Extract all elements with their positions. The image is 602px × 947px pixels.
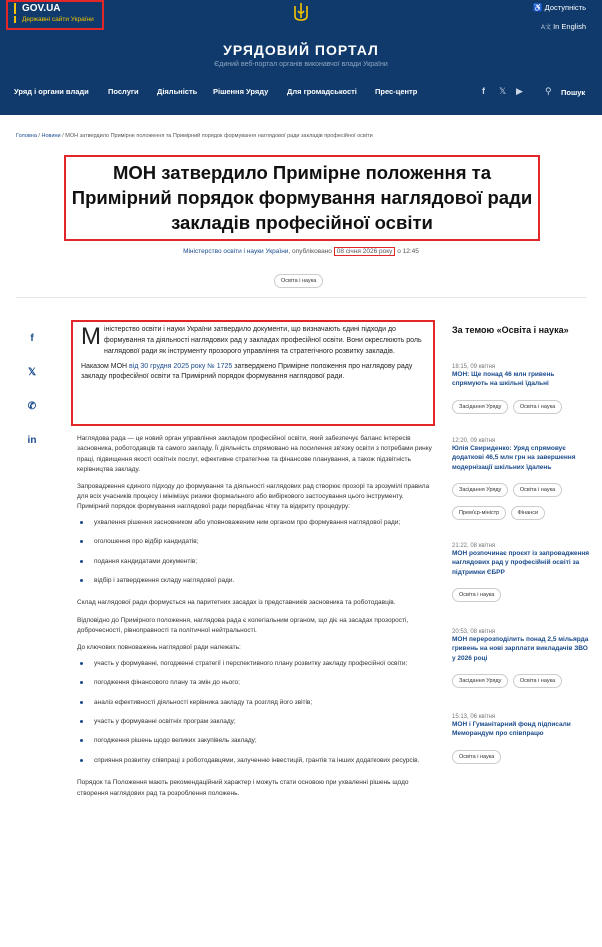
site-subtitle: Єдиний веб-портал органів виконавчої влади України (214, 61, 388, 68)
related-tag[interactable]: Освіта і наука (452, 588, 501, 602)
related-title: За темою «Освіта і наука» (452, 325, 569, 335)
youtube-icon[interactable]: ▶ (516, 86, 523, 96)
gov-ua-subtitle: Державні сайти України (14, 16, 102, 23)
search-icon[interactable]: ⚲ (545, 86, 552, 96)
share-facebook-icon[interactable]: f (30, 333, 34, 344)
published-label: , опубліковано (288, 248, 332, 255)
trident-logo-icon[interactable] (292, 2, 310, 24)
related-link[interactable]: МОН і Гуманітарний фонд підписали Меморандум про співпрацю (452, 721, 571, 738)
related-heading (452, 324, 592, 337)
order-link[interactable]: від 30 грудня 2025 року № 1725 (129, 362, 233, 370)
author-link[interactable]: Міністерство освіти і науки України (183, 248, 289, 255)
paragraph: Відповідно до Примірного положення, наглядова рада є колегіальним органом, що діє на засадах прозорості, доброчесності, рівноправності та політичної нейтральності. (77, 616, 409, 635)
list-item: погодження фінансового плану та змін до нього; (77, 678, 433, 688)
related-item[interactable] (452, 438, 592, 520)
nav-activity[interactable]: Діяльність (157, 87, 198, 96)
share-viber-icon[interactable]: ✆ (27, 401, 37, 412)
nav-decisions[interactable]: Рішення Уряду (213, 87, 269, 96)
list-item: погодження рішень щодо великих закупівель закладу; (77, 736, 433, 746)
related-link[interactable]: Юлія Свириденко: Уряд спрямовує додаткові 46,5 млн грн на завершення модернізації шкільних їдалень (452, 445, 576, 471)
list-item: відбір і затвердження складу наглядової ради. (77, 576, 433, 586)
related-tag[interactable]: Освіта і наука (513, 400, 562, 414)
related-tag[interactable]: Прем'єр-міністр (452, 506, 506, 520)
main-nav (0, 87, 602, 101)
nav-services[interactable]: Послуги (108, 87, 139, 96)
drop-cap: М (81, 323, 101, 350)
accessibility-link[interactable]: ♿ Доступність (533, 3, 586, 12)
share-linkedin-icon[interactable]: in (27, 435, 37, 446)
list-item: подання кандидатами документів; (77, 557, 433, 567)
search-label[interactable]: Пошук (561, 88, 586, 97)
list-item: сприяння розвитку співпраці з роботодавцями, залученню інвестицій, грантів та інших додаткових ресурсів. (77, 756, 433, 766)
language-label: In English (553, 22, 586, 31)
related-link[interactable]: МОН перерозподілить понад 2,5 мільярда гривень на нові зарплати викладачів ЗВО у 2026 році (452, 636, 589, 662)
list-item: участь у формуванні, погодженні стратегії і перспективного плану розвитку закладу професійної освіти; (77, 659, 433, 669)
related-date: 18:15, 09 квітня (452, 364, 496, 370)
breadcrumb: Головна / Новини / МОН затвердило Примірне положення та Примірний порядок формування наглядової ради закладів професійної освіти (16, 133, 373, 139)
article-lead (71, 320, 435, 426)
related-item[interactable] (452, 629, 592, 688)
gov-ua-link[interactable] (6, 0, 104, 30)
paragraph: До ключових повноважень наглядової ради належать: (77, 644, 241, 652)
lead-order-text: затверджено Примірне положення про наглядову раду закладу професійної освіти та Примірний порядок формування наглядової ради. (81, 362, 413, 381)
gov-ua-title: GOV.UA (14, 3, 102, 14)
site-header (0, 0, 602, 115)
related-date: 12:20, 09 квітня (452, 438, 496, 444)
article-tag[interactable]: Освіта і наука (274, 274, 323, 288)
nav-press[interactable]: Прес-центр (375, 87, 418, 96)
related-item[interactable] (452, 364, 592, 414)
related-tag[interactable]: Освіта і наука (513, 483, 562, 497)
facebook-icon[interactable]: f (482, 86, 485, 96)
share-x-icon[interactable]: 𝕏 (27, 367, 37, 378)
breadcrumb-current: МОН затвердило Примірне положення та Примірний порядок формування наглядової ради закладів професійної освіти (65, 133, 373, 139)
related-link[interactable]: МОН: Ще понад 46 млн гривень спрямують на шкільні їдальні (452, 371, 555, 388)
x-icon[interactable]: 𝕏 (499, 86, 507, 96)
paragraph: Примірний порядок формування наглядової ради передбачає чітку та відкриту процедуру: (77, 503, 351, 511)
language-link[interactable] (541, 22, 586, 31)
related-link[interactable]: МОН розпочинає проєкт із запровадження наглядових рад у професійній освіті за підтримки ЄБРР (452, 550, 590, 576)
paragraph: Запровадження єдиного підходу до формування та діяльності наглядових рад створює прозорі та зрозумілі правила для всіх учасників процесу і мінімізує ризики формального або вибіркового застосування цього інструменту. (77, 482, 430, 500)
list-item: аналіз ефективності діяльності керівника закладу та розгляд його звітів; (77, 698, 433, 708)
paragraph: Склад наглядової ради формується на паритетних засадах із представників засновника та роботодавців. (77, 599, 396, 607)
publish-date: 08 січня 2026 року (334, 247, 396, 256)
paragraph: Наглядова рада — це новий орган управління закладом професійної освіти, який забезпечує баланс інтересів засновника, роботодавців та самого закладу. Її діяльність спрямовано на посилення зв'язку освіти з потребами ринку праці, підвищення якості освітніх послуг, ефективне стратегічне та фінансове планування, а також підзвітність керівництва закладу. (77, 435, 432, 474)
translate-icon: A文 (540, 25, 551, 31)
related-tag[interactable]: Засідання Уряду (452, 483, 508, 497)
paragraph: Порядок та Положення мають рекомендаційний характер і можуть стати основою при ухваленні рішень щодо створення наглядових рад та розроблення положень. (77, 779, 409, 797)
site-title[interactable]: УРЯДОВИЙ ПОРТАЛ (223, 42, 379, 58)
list-item: ухвалення рішення засновником або уповноваженим ним органом про формування наглядової ради; (77, 518, 433, 528)
accessibility-label: Доступність (544, 3, 586, 12)
list-item: оголошення про відбір кандидатів; (77, 537, 433, 547)
breadcrumb-news[interactable]: Новини (41, 133, 61, 139)
nav-public[interactable]: Для громадськості (287, 87, 357, 96)
breadcrumb-home[interactable]: Головна (16, 133, 37, 139)
related-date: 20:53, 08 квітня (452, 629, 496, 635)
nav-government[interactable]: Уряд і органи влади (14, 87, 89, 96)
related-item[interactable] (452, 543, 592, 602)
related-date: 15:13, 06 квітня (452, 714, 496, 720)
divider (16, 297, 586, 298)
related-tag[interactable]: Освіта і наука (513, 674, 562, 688)
lead-order-prefix: Наказом МОН (81, 362, 130, 370)
article-meta (0, 248, 602, 255)
article-body (77, 434, 433, 799)
related-tag[interactable]: Фінанси (511, 506, 545, 520)
list-item: участь у формуванні освітніх програм закладу; (77, 717, 433, 727)
lead-paragraph-1: іністерство освіти і науки України затвердило документи, що визначають єдині підходи до формування та діяльності наглядових рад у закладах професійної освіти. Вони окреслюють роль наглядової ради як інструменту прозорого управління та стратегічного розвитку закладів. (104, 326, 422, 355)
page-title: МОН затвердило Примірне положення та Примірний порядок формування наглядової ради закладів професійної освіти (64, 155, 540, 241)
related-item[interactable] (452, 714, 592, 764)
related-tag[interactable]: Засідання Уряду (452, 400, 508, 414)
related-tag[interactable]: Засідання Уряду (452, 674, 508, 688)
related-date: 21:22, 08 квітня (452, 543, 496, 549)
related-tag[interactable]: Освіта і наука (452, 750, 501, 764)
publish-time: о 12:45 (397, 248, 419, 255)
